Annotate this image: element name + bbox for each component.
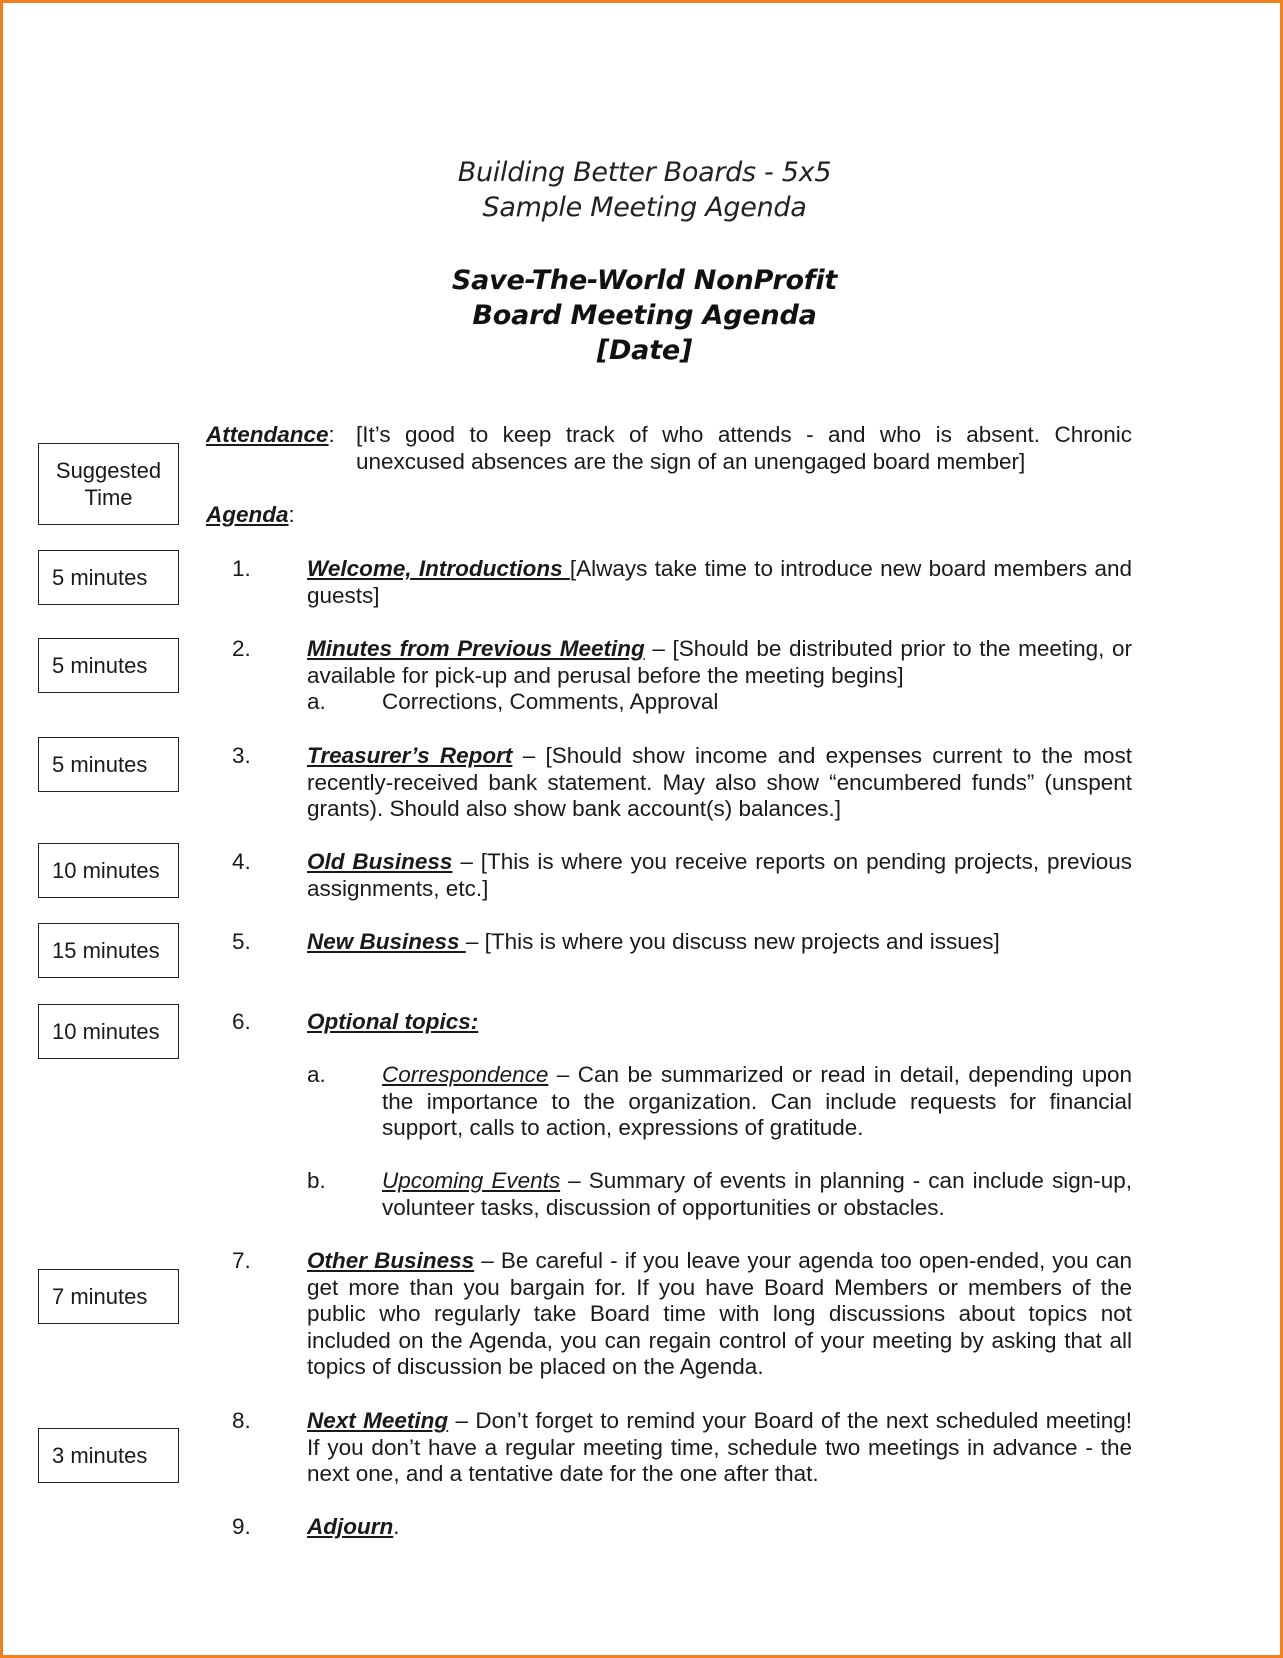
time-box-item-6: 10 minutes bbox=[38, 1004, 179, 1059]
sub-item-letter: a. bbox=[307, 1062, 326, 1087]
item-title: Welcome, Introductions bbox=[307, 556, 570, 581]
time-box-item-8: 3 minutes bbox=[38, 1428, 179, 1483]
doc-date: [Date] bbox=[596, 335, 693, 366]
sub-item-title: Upcoming Events bbox=[382, 1168, 561, 1193]
sub-item-text: Corrections, Comments, Approval bbox=[382, 689, 719, 714]
item-number: 4. bbox=[232, 849, 251, 874]
item-title: Minutes from Previous Meeting bbox=[307, 636, 645, 661]
sub-item-upcoming-events: Upcoming Events – Summary of events in planning - can include sign-up, volunteer tasks, discussion of opportunities or obstacles. bbox=[382, 1168, 1132, 1220]
item-title: Treasurer’s Report bbox=[307, 743, 513, 768]
time-box-item-1: 5 minutes bbox=[38, 550, 179, 605]
org-name: Save-The-World NonProfit bbox=[451, 265, 838, 296]
item-title: Optional topics: bbox=[307, 1009, 479, 1034]
item-title: New Business bbox=[307, 929, 466, 954]
item-number: 1. bbox=[232, 556, 251, 581]
agenda-label: Agenda bbox=[206, 502, 289, 527]
item-title: Old Business bbox=[307, 849, 453, 874]
attendance-text: [It’s good to keep track of who attends - and who is absent. Chronic unexcused absences are the sign of an unengaged board member] bbox=[356, 422, 1132, 474]
item-number: 7. bbox=[232, 1248, 251, 1273]
doc-heading: Board Meeting Agenda bbox=[472, 300, 817, 331]
item-number: 9. bbox=[232, 1514, 251, 1539]
time-box-item-7: 7 minutes bbox=[38, 1269, 179, 1324]
agenda-item-8: Next Meeting – Don’t forget to remind your Board of the next scheduled meeting! If you don’t have a regular meeting time, schedule two meetings in advance - the next one, and a tentative date for the one after that. bbox=[307, 1408, 1132, 1486]
suggested-time-header: Suggested Time bbox=[38, 443, 179, 525]
time-box-item-3: 5 minutes bbox=[38, 737, 179, 792]
item-number: 2. bbox=[232, 636, 251, 661]
item-number: 6. bbox=[232, 1009, 251, 1034]
agenda-item-6 bbox=[307, 1009, 478, 1036]
time-box-item-2: 5 minutes bbox=[38, 638, 179, 693]
agenda-item-1: Welcome, Introductions [Always take time to introduce new board members and guests] bbox=[307, 556, 1132, 608]
agenda-item-7: Other Business – Be careful - if you leave your agenda too open-ended, you can get more than you bargain for. If you have Board Members or members of the public who regularly take Board time with long discussions about topics not included on the Agenda, you can regain control of your meeting by asking that all topics of discussion be placed on the Agenda. bbox=[307, 1248, 1132, 1379]
item-title: Next Meeting bbox=[307, 1408, 449, 1433]
sub-item-correspondence: Correspondence – Can be summarized or read in detail, depending upon the importance to the organization. Can include requests for financial support, calls to action, expressions of gratitude. bbox=[382, 1062, 1132, 1140]
agenda-item-2: Minutes from Previous Meeting – [Should be distributed prior to the meeting, or available for pick-up and perusal before the meeting begins] bbox=[307, 636, 1132, 688]
agenda-item-9: Adjourn. bbox=[307, 1514, 400, 1539]
sub-item-letter: a. bbox=[307, 689, 326, 714]
item-number: 8. bbox=[232, 1408, 251, 1433]
sub-item-letter: b. bbox=[307, 1168, 326, 1193]
item-number: 3. bbox=[232, 743, 251, 768]
doc-subtitle-line1: Building Better Boards - 5x5 bbox=[457, 157, 832, 188]
agenda-item-5: New Business – [This is where you discuss new projects and issues] bbox=[307, 929, 1000, 954]
item-number: 5. bbox=[232, 929, 251, 954]
sub-item-title: Correspondence bbox=[382, 1062, 549, 1087]
doc-subtitle-line2: Sample Meeting Agenda bbox=[482, 192, 807, 223]
attendance-label-row: Attendance: bbox=[206, 422, 335, 447]
time-box-item-5: 15 minutes bbox=[38, 923, 179, 978]
item-title: Adjourn bbox=[307, 1514, 394, 1539]
attendance-label: Attendance bbox=[206, 422, 329, 447]
agenda-item-4: Old Business – [This is where you receive reports on pending projects, previous assignments, etc.] bbox=[307, 849, 1132, 901]
item-title: Other Business bbox=[307, 1248, 475, 1273]
agenda-item-3: Treasurer’s Report – [Should show income and expenses current to the most recently-received bank statement. May also show “encumbered funds” (unspent grants). Should also show bank account(s) balances.] bbox=[307, 743, 1132, 821]
agenda-label-row: Agenda: bbox=[206, 502, 295, 527]
time-box-item-4: 10 minutes bbox=[38, 843, 179, 898]
